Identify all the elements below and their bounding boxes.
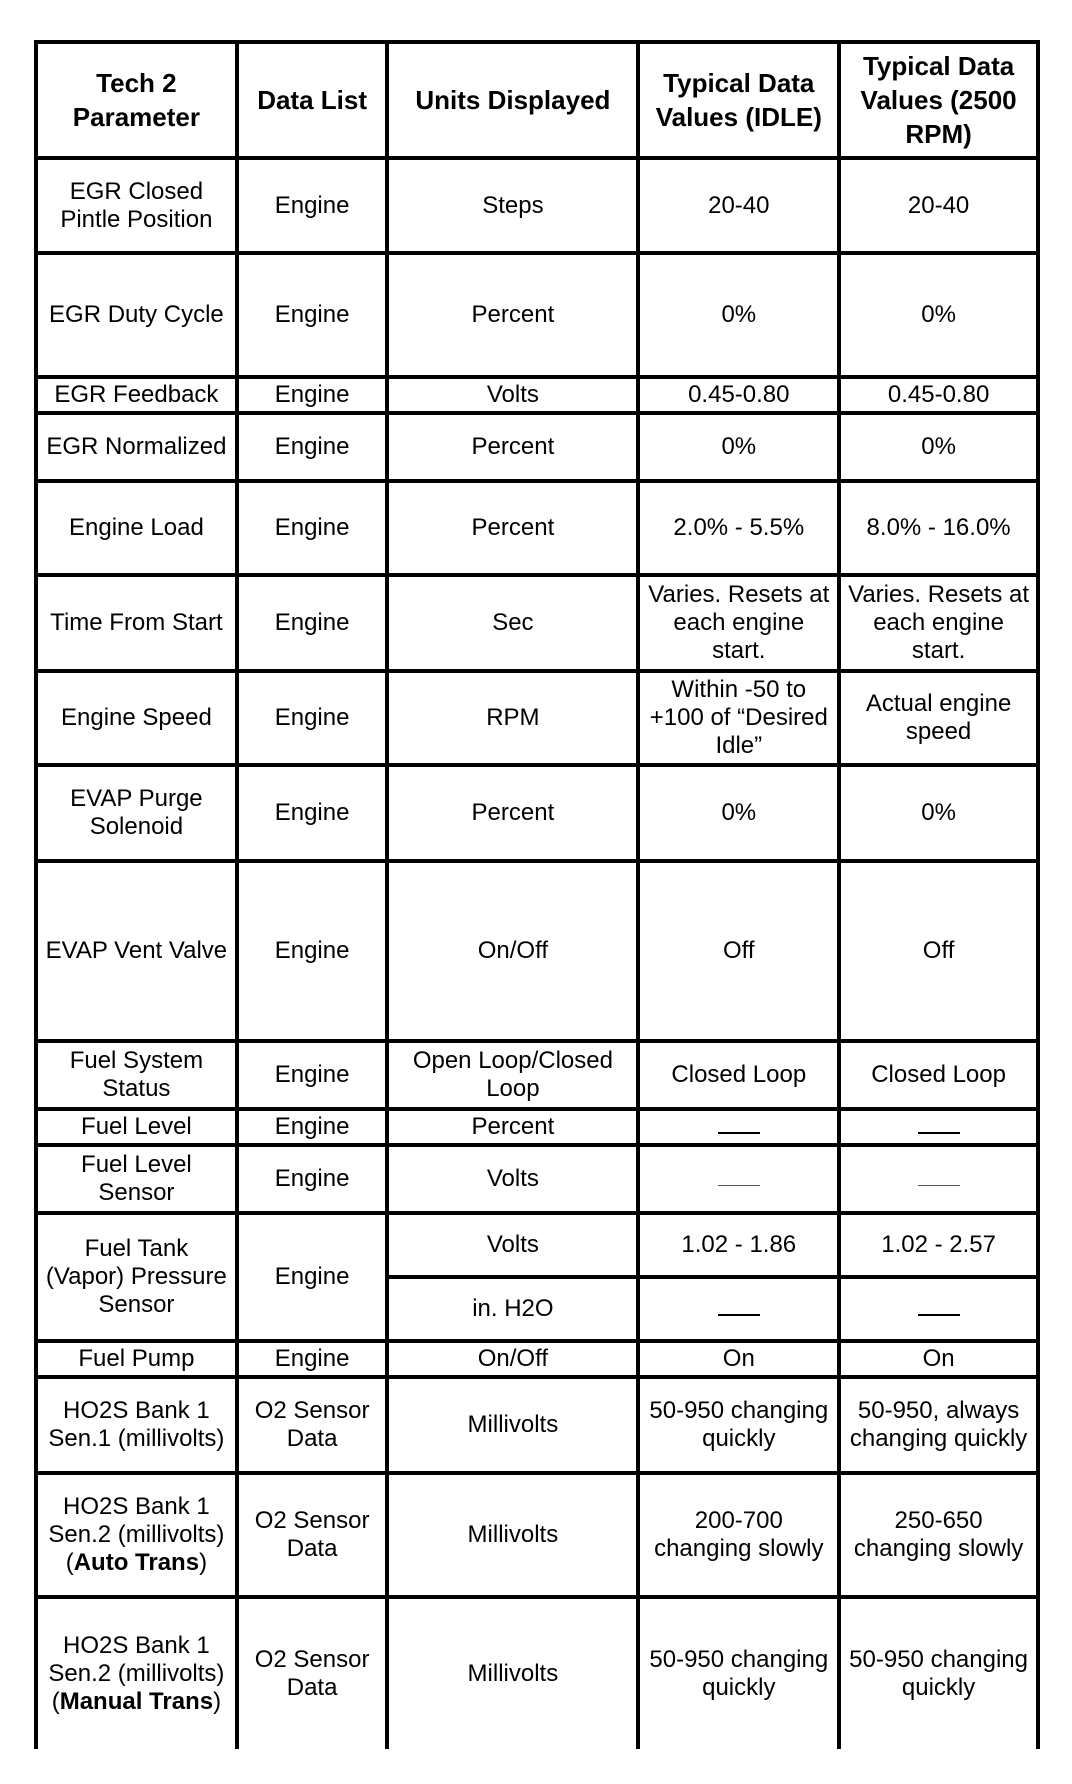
cell-data-list: Engine: [237, 1213, 388, 1341]
cell-data-list: Engine: [237, 481, 388, 575]
cell-parameter: EGR Feedback: [36, 377, 237, 413]
cell-idle: 20-40: [638, 158, 839, 253]
cell-units: On/Off: [387, 861, 638, 1041]
cell-parameter: HO2S Bank 1 Sen.1 (millivolts): [36, 1377, 237, 1473]
cell-parameter: Time From Start: [36, 575, 237, 671]
cell-idle: Off: [638, 861, 839, 1041]
cell-parameter: EVAP Purge Solenoid: [36, 765, 237, 861]
cell-idle: 0.45-0.80: [638, 377, 839, 413]
cell-2500rpm: 8.0% - 16.0%: [839, 481, 1038, 575]
tech2-data-table: [34, 40, 1040, 1749]
cell-parameter: HO2S Bank 1 Sen.2 (millivolts) (Manual Trans): [36, 1597, 237, 1749]
table-row: [36, 158, 1038, 253]
cell-idle: Within -50 to +100 of “Desired Idle”: [638, 671, 839, 765]
cell-units: Percent: [387, 253, 638, 377]
cell-parameter: EVAP Vent Valve: [36, 861, 237, 1041]
cell-data-list: O2 Sensor Data: [237, 1377, 388, 1473]
table-row: [36, 861, 1038, 1041]
cell-2500rpm: Closed Loop: [839, 1041, 1038, 1109]
cell-units: Percent: [387, 481, 638, 575]
cell-data-list: Engine: [237, 158, 388, 253]
cell-data-list: O2 Sensor Data: [237, 1597, 388, 1749]
cell-data-list: Engine: [237, 1041, 388, 1109]
cell-2500rpm: 0%: [839, 253, 1038, 377]
table-row: [36, 765, 1038, 861]
param-bold-text: Manual Trans: [59, 1688, 214, 1715]
cell-2500rpm: 0%: [839, 413, 1038, 481]
table-row: [36, 1145, 1038, 1213]
cell-2500rpm: Actual engine speed: [839, 671, 1038, 765]
dash-mark: [918, 1118, 960, 1134]
cell-parameter: Fuel Pump: [36, 1341, 237, 1377]
cell-units: Steps: [387, 158, 638, 253]
header-parameter: Tech 2 Parameter: [36, 42, 237, 158]
table-row: [36, 1341, 1038, 1377]
cell-units: Volts: [387, 1145, 638, 1213]
cell-data-list: O2 Sensor Data: [237, 1473, 388, 1597]
cell-data-list: Engine: [237, 575, 388, 671]
param-bold-text: Auto Trans: [73, 1549, 200, 1576]
cell-units: Percent: [387, 1109, 638, 1145]
dash-mark: [718, 1171, 760, 1186]
data-table-container: [34, 40, 1040, 1749]
cell-2500rpm: [839, 1109, 1038, 1145]
cell-2500rpm: 0.45-0.80: [839, 377, 1038, 413]
header-row: [36, 42, 1038, 158]
cell-units: in. H2O: [387, 1277, 638, 1341]
cell-data-list: Engine: [237, 671, 388, 765]
cell-units: Volts: [387, 377, 638, 413]
cell-units: Percent: [387, 765, 638, 861]
cell-idle: 1.02 - 1.86: [638, 1213, 839, 1277]
cell-2500rpm: 50-950 changing quickly: [839, 1597, 1038, 1749]
cell-units: Sec: [387, 575, 638, 671]
cell-idle: 200-700 changing slowly: [638, 1473, 839, 1597]
cell-data-list: Engine: [237, 1109, 388, 1145]
cell-idle: On: [638, 1341, 839, 1377]
cell-idle: 0%: [638, 765, 839, 861]
table-row: [36, 575, 1038, 671]
cell-2500rpm: On: [839, 1341, 1038, 1377]
table-row: [36, 1377, 1038, 1473]
param-text: HO2S Bank 1 Sen.2 (millivolts): [48, 1493, 225, 1548]
cell-parameter: Engine Load: [36, 481, 237, 575]
dash-mark: [918, 1300, 960, 1316]
table-row: [36, 671, 1038, 765]
cell-units: Open Loop/Closed Loop: [387, 1041, 638, 1109]
cell-idle: 0%: [638, 253, 839, 377]
cell-2500rpm: 0%: [839, 765, 1038, 861]
table-row: [36, 1473, 1038, 1597]
cell-idle: Varies. Resets at each engine start.: [638, 575, 839, 671]
cell-idle: [638, 1109, 839, 1145]
table-row: [36, 481, 1038, 575]
cell-2500rpm: Varies. Resets at each engine start.: [839, 575, 1038, 671]
cell-parameter: EGR Closed Pintle Position: [36, 158, 237, 253]
cell-units: Millivolts: [387, 1377, 638, 1473]
header-2500rpm: Typical Data Values (2500 RPM): [839, 42, 1038, 158]
cell-2500rpm: 1.02 - 2.57: [839, 1213, 1038, 1277]
cell-data-list: Engine: [237, 765, 388, 861]
cell-idle: 2.0% - 5.5%: [638, 481, 839, 575]
cell-parameter: Fuel Level Sensor: [36, 1145, 237, 1213]
table-row: [36, 1109, 1038, 1145]
cell-idle: Closed Loop: [638, 1041, 839, 1109]
cell-idle: 0%: [638, 413, 839, 481]
cell-idle: 50-950 changing quickly: [638, 1377, 839, 1473]
cell-parameter: Engine Speed: [36, 671, 237, 765]
table-row: [36, 377, 1038, 413]
header-idle: Typical Data Values (IDLE): [638, 42, 839, 158]
cell-parameter: Fuel Level: [36, 1109, 237, 1145]
cell-units: RPM: [387, 671, 638, 765]
table-row: [36, 413, 1038, 481]
param-text: HO2S Bank 1 Sen.2 (millivolts): [48, 1632, 225, 1687]
header-data-list: Data List: [237, 42, 388, 158]
dash-mark: [718, 1300, 760, 1316]
cell-parameter: EGR Duty Cycle: [36, 253, 237, 377]
cell-data-list: Engine: [237, 253, 388, 377]
cell-data-list: Engine: [237, 1341, 388, 1377]
table-row: [36, 1597, 1038, 1749]
table-row: [36, 253, 1038, 377]
cell-data-list: Engine: [237, 1145, 388, 1213]
cell-units: Volts: [387, 1213, 638, 1277]
cell-2500rpm: Off: [839, 861, 1038, 1041]
cell-parameter: Fuel System Status: [36, 1041, 237, 1109]
cell-data-list: Engine: [237, 413, 388, 481]
cell-parameter: EGR Normalized: [36, 413, 237, 481]
cell-units: Percent: [387, 413, 638, 481]
cell-units: Millivolts: [387, 1473, 638, 1597]
cell-2500rpm: 50-950, always changing quickly: [839, 1377, 1038, 1473]
cell-units: Millivolts: [387, 1597, 638, 1749]
cell-parameter: HO2S Bank 1 Sen.2 (millivolts) (Auto Trans): [36, 1473, 237, 1597]
table-row: [36, 1041, 1038, 1109]
cell-idle: 50-950 changing quickly: [638, 1597, 839, 1749]
cell-idle: [638, 1145, 839, 1213]
cell-2500rpm: 250-650 changing slowly: [839, 1473, 1038, 1597]
dash-mark: [918, 1171, 960, 1186]
cell-parameter: Fuel Tank (Vapor) Pressure Sensor: [36, 1213, 237, 1341]
cell-data-list: Engine: [237, 377, 388, 413]
table-row: [36, 1213, 1038, 1277]
cell-data-list: Engine: [237, 861, 388, 1041]
cell-idle: [638, 1277, 839, 1341]
dash-mark: [718, 1118, 760, 1134]
cell-2500rpm: [839, 1277, 1038, 1341]
cell-units: On/Off: [387, 1341, 638, 1377]
header-units: Units Displayed: [387, 42, 638, 158]
cell-2500rpm: [839, 1145, 1038, 1213]
cell-2500rpm: 20-40: [839, 158, 1038, 253]
